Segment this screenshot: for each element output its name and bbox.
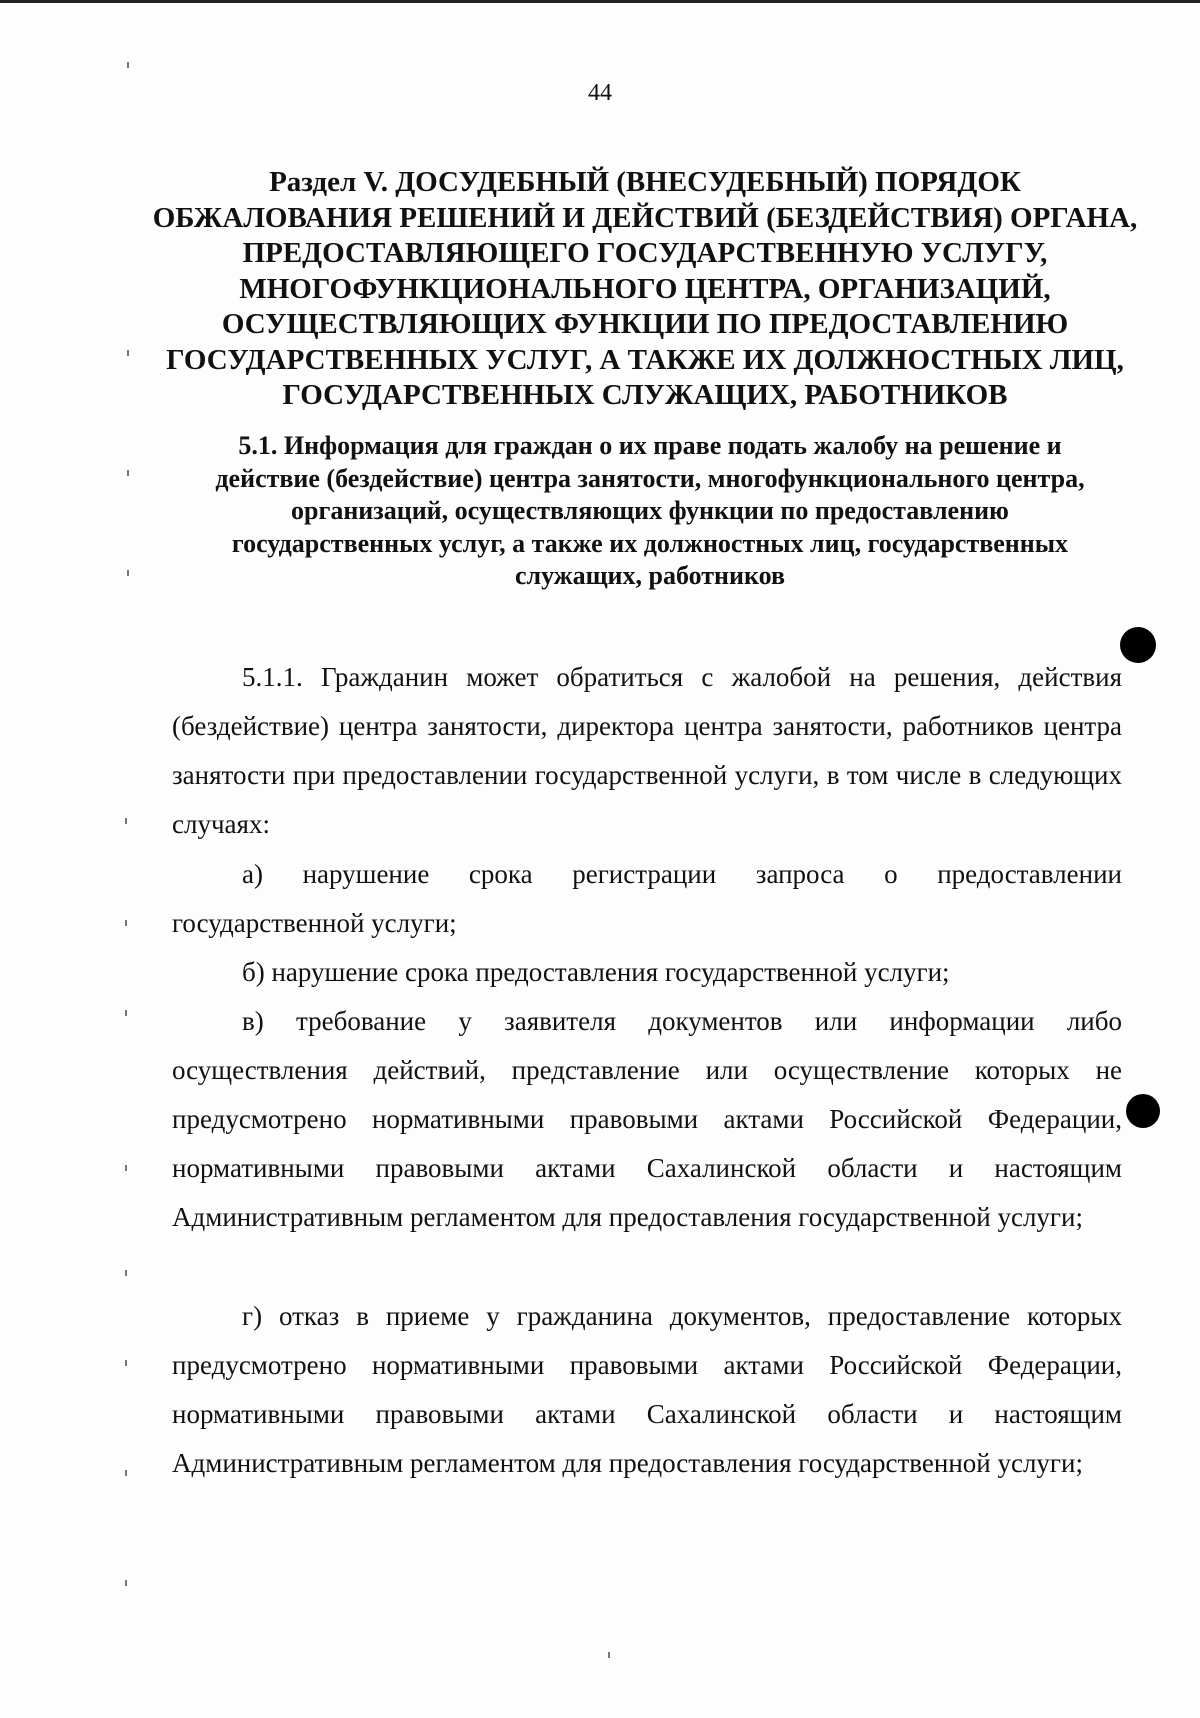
scan-speck bbox=[127, 350, 129, 356]
scan-speck bbox=[125, 1270, 127, 1276]
scan-speck bbox=[125, 920, 127, 926]
scan-speck bbox=[608, 1652, 610, 1658]
scan-speck bbox=[127, 570, 129, 576]
punch-hole-mark bbox=[1120, 627, 1156, 663]
scan-speck bbox=[125, 1010, 127, 1016]
scan-speck bbox=[127, 470, 129, 476]
scan-speck bbox=[125, 1360, 127, 1366]
paragraph-g: г) отказ в приеме у гражданина документов, предоставление которых предусмотрено нормативными правовыми актами Российской Федерации, нормативными правовыми актами Сахалинской области и настоящим Административным регламентом для предоставления государственной услуги; bbox=[172, 1301, 1122, 1478]
scan-speck bbox=[125, 1165, 127, 1171]
scan-speck bbox=[125, 818, 127, 824]
paragraph-v: в) требование у заявителя документов или информации либо осуществления действий, представление или осуществление которых не предусмотрено нормативными правовыми актами Российской Федерации, нормативными правовыми актами Сахалинской области и настоящим Административным регламентом для предоставления государственной услуги; bbox=[172, 1006, 1122, 1232]
scan-speck bbox=[125, 1470, 127, 1476]
scan-speck bbox=[125, 1580, 127, 1586]
punch-hole-mark bbox=[1126, 1094, 1160, 1128]
paragraph-b: б) нарушение срока предоставления государственной услуги; bbox=[242, 957, 950, 987]
subsection-title: 5.1. Информация для граждан о их праве подать жалобу на решение и действие (бездействие) центра занятости, многофункционального центра, организаций, осуществляющих функции по предоставлению государственных услуг, а также их должностных лиц, государственных служащих, работников bbox=[215, 431, 1085, 590]
paragraph-5-1-1: 5.1.1. Гражданин может обратиться с жалобой на решения, действия (бездействие) центра занятости, директора центра занятости, работников центра занятости при предоставлении государственной услуги, в том числе в следующих случаях: bbox=[172, 662, 1122, 839]
paragraph-a: а) нарушение срока регистрации запроса о предоставлении государственной услуги; bbox=[172, 859, 1122, 938]
page-number: 44 bbox=[588, 80, 612, 106]
scan-top-edge bbox=[0, 0, 1200, 3]
section-title: Раздел V. ДОСУДЕБНЫЙ (ВНЕСУДЕБНЫЙ) ПОРЯДОК ОБЖАЛОВАНИЯ РЕШЕНИЙ И ДЕЙСТВИЙ (БЕЗДЕЙСТВИЯ) ОРГАНА, ПРЕДОСТАВЛЯЮЩЕГО ГОСУДАРСТВЕННУЮ УСЛУГУ, МНОГОФУНКЦИОНАЛЬНОГО ЦЕНТРА, ОРГАНИЗАЦИЙ, ОСУЩЕСТВЛЯЮЩИХ ФУНКЦИИ ПО ПРЕДОСТАВЛЕНИЮ ГОСУДАРСТВЕННЫХ УСЛУГ, А ТАКЖЕ ИХ ДОЛЖНОСТНЫХ ЛИЦ, ГОСУДАРСТВЕННЫХ СЛУЖАЩИХ, РАБОТНИКОВ bbox=[152, 166, 1138, 411]
scan-speck bbox=[127, 62, 129, 68]
